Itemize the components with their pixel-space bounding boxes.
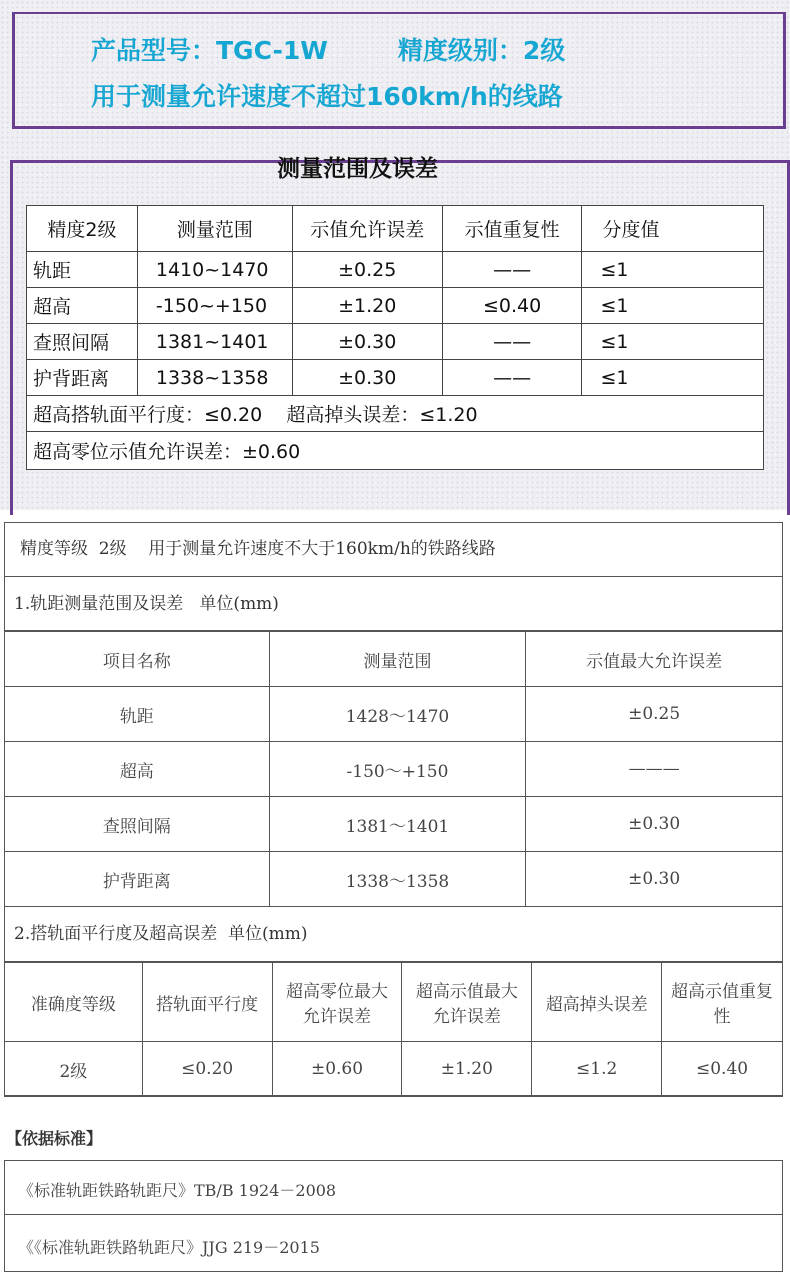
table1-row	[5, 797, 783, 852]
spec-cell: 查照间隔	[27, 324, 138, 360]
table2	[4, 962, 783, 1097]
table1-row	[5, 742, 783, 797]
table2-row	[5, 1042, 783, 1097]
table2-header-cell: 搭轨面平行度	[142, 963, 272, 1042]
spec-header-row	[27, 206, 764, 252]
table2-cell: 2级	[5, 1042, 143, 1097]
table2-cell: ±1.20	[402, 1042, 532, 1097]
table1	[4, 631, 783, 907]
table1-cell: ———	[526, 742, 783, 797]
standards-heading: 【依据标准】	[6, 1129, 103, 1148]
spec-cell: ±0.30	[292, 360, 442, 396]
table2-header-cell: 超高零位最大允许误差	[272, 963, 402, 1042]
usage-label: 用于测量允许速度不超过160km/h的线路	[91, 82, 563, 111]
standard-item: 《标准轨距铁路轨距尺》TB/B 1924－2008	[18, 1181, 337, 1200]
spec-header-cell: 分度值	[582, 206, 764, 252]
spec-cell: ≤1	[582, 288, 764, 324]
product-banner	[0, 0, 790, 510]
spec-cell: ——	[442, 360, 582, 396]
spec-cell: 超高	[27, 288, 138, 324]
table2-header-cell: 超高掉头误差	[532, 963, 662, 1042]
spec-cell: 1381~1401	[137, 324, 292, 360]
spec-title: 测量范围及误差	[277, 156, 438, 182]
table2-header-cell: 超高示值重复性	[662, 963, 783, 1042]
standards-divider	[4, 1214, 783, 1215]
section1-title: 1.轨距测量范围及误差 单位(mm)	[4, 577, 783, 631]
spec-cell: 1410~1470	[137, 252, 292, 288]
table1-cell: 1338～1358	[269, 852, 526, 907]
spec-cell: ≤1	[582, 360, 764, 396]
spec-row	[27, 324, 764, 360]
table1-cell: ±0.30	[526, 797, 783, 852]
spec-cell: ±0.30	[292, 324, 442, 360]
spec-note: 超高搭轨面平行度：≤0.20 超高掉头误差：≤1.20	[27, 396, 764, 432]
table1-row	[5, 687, 783, 742]
spec-cell: 护背距离	[27, 360, 138, 396]
table1-cell: 1428～1470	[269, 687, 526, 742]
table1-cell: 查照间隔	[5, 797, 270, 852]
table1-header-row	[5, 632, 783, 687]
spec-cell: ±1.20	[292, 288, 442, 324]
spec-cell: ≤0.40	[442, 288, 582, 324]
spec-note: 超高零位示值允许误差：±0.60	[27, 432, 764, 470]
spec-note-row	[27, 432, 764, 470]
spec-cell: ≤1	[582, 324, 764, 360]
model-label: 产品型号：TGC-1W	[91, 36, 328, 65]
grade-label: 精度级别：2级	[397, 36, 566, 65]
table2-cell: ≤1.2	[532, 1042, 662, 1097]
spec-header-cell: 测量范围	[137, 206, 292, 252]
spec-cell: ≤1	[582, 252, 764, 288]
table1-cell: ±0.30	[526, 852, 783, 907]
spec-row	[27, 252, 764, 288]
table2-header-cell: 超高示值最大允许误差	[402, 963, 532, 1042]
table2-cell: ≤0.40	[662, 1042, 783, 1097]
table1-header-cell: 项目名称	[5, 632, 270, 687]
table1-cell: 超高	[5, 742, 270, 797]
table1-cell: 轨距	[5, 687, 270, 742]
header-box	[12, 12, 786, 129]
spec-header-cell: 精度2级	[27, 206, 138, 252]
spec-cell: ——	[442, 252, 582, 288]
spec-cell: ±0.25	[292, 252, 442, 288]
table1-cell: 1381～1401	[269, 797, 526, 852]
table1-cell: ±0.25	[526, 687, 783, 742]
table1-cell: -150～+150	[269, 742, 526, 797]
spec-cell: 1338~1358	[137, 360, 292, 396]
spec-header-cell: 示值允许误差	[292, 206, 442, 252]
spec-cell: 轨距	[27, 252, 138, 288]
table2-header-cell: 准确度等级	[5, 963, 143, 1042]
spec-cell: -150~+150	[137, 288, 292, 324]
header-line-1	[91, 31, 565, 67]
table2-cell: ≤0.20	[142, 1042, 272, 1097]
spec-row	[27, 288, 764, 324]
table1-header-cell: 测量范围	[269, 632, 526, 687]
standard-item: 《《标准轨距铁路轨距尺》JJG 219－2015	[18, 1238, 320, 1257]
table1-cell: 护背距离	[5, 852, 270, 907]
grade-line: 精度等级 2级 用于测量允许速度不大于160km/h的铁路线路	[4, 522, 783, 577]
table1-row	[5, 852, 783, 907]
spec-row	[27, 360, 764, 396]
table2-cell: ±0.60	[272, 1042, 402, 1097]
spec-table	[26, 205, 764, 470]
spec-note-row	[27, 396, 764, 432]
spec-header-cell: 示值重复性	[442, 206, 582, 252]
section2-title: 2.搭轨面平行度及超高误差 单位(mm)	[4, 906, 783, 962]
table1-header-cell: 示值最大允许误差	[526, 632, 783, 687]
spec-cell: ——	[442, 324, 582, 360]
table2-header-row	[5, 963, 783, 1042]
